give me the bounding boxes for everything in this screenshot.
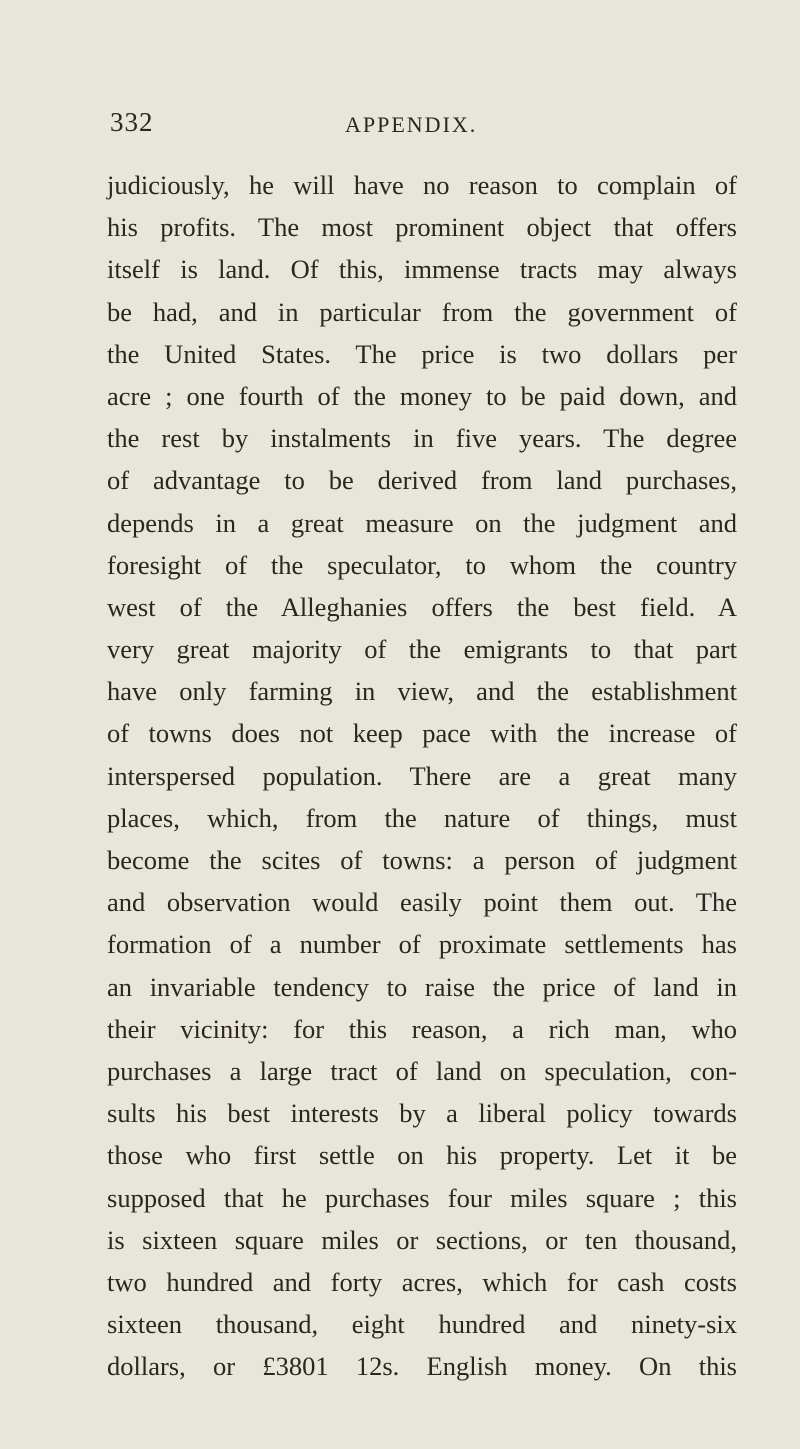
text-line: sults his best interests by a liberal policy towards [107, 1098, 737, 1129]
page-number: 332 [110, 107, 154, 137]
text-line: interspersed population. There are a great many [107, 760, 737, 791]
text-line: formation of a number of proximate settlements has [107, 929, 737, 960]
text-line: depends in a great measure on the judgment and [107, 507, 737, 538]
text-line: and observation would easily point them out. The [107, 887, 737, 918]
running-head: APPENDIX. [345, 112, 478, 137]
body-text [107, 164, 737, 1387]
text-line: of advantage to be derived from land purchases, [107, 465, 737, 496]
text-line: two hundred and forty acres, which for cash costs [107, 1266, 737, 1297]
text-line: their vicinity: for this reason, a rich man, who [107, 1013, 737, 1044]
text-line: the United States. The price is two dollars per [107, 338, 737, 369]
text-line: of towns does not keep pace with the increase of [107, 718, 737, 749]
text-line: itself is land. Of this, immense tracts may always [107, 254, 737, 285]
text-line: west of the Alleghanies offers the best field. A [107, 591, 737, 622]
text-line: those who first settle on his property. Let it be [107, 1140, 737, 1171]
text-line: places, which, from the nature of things, must [107, 802, 737, 833]
text-line: be had, and in particular from the government of [107, 296, 737, 327]
text-line: very great majority of the emigrants to that part [107, 634, 737, 665]
text-line: have only farming in view, and the establishment [107, 676, 737, 707]
text-line: become the scites of towns: a person of judgment [107, 845, 737, 875]
text-line: is sixteen square miles or sections, or ten thousand, [107, 1224, 737, 1255]
text-line: dollars, or £3801 12s. English money. On this [107, 1351, 737, 1382]
text-line: acre ; one fourth of the money to be paid down, and [107, 380, 737, 411]
text-line: judiciously, he will have no reason to complain of [107, 170, 737, 200]
text-line: sixteen thousand, eight hundred and ninety-six [107, 1309, 737, 1340]
text-line: the rest by instalments in five years. The degree [107, 423, 737, 454]
page-header [110, 107, 730, 147]
text-line: purchases a large tract of land on speculation, con- [107, 1055, 737, 1086]
text-line: an invariable tendency to raise the price of land in [107, 971, 737, 1002]
text-line: his profits. The most prominent object that offers [107, 212, 737, 243]
text-line: foresight of the speculator, to whom the country [107, 549, 737, 580]
text-line: supposed that he purchases four miles square ; this [107, 1182, 737, 1213]
